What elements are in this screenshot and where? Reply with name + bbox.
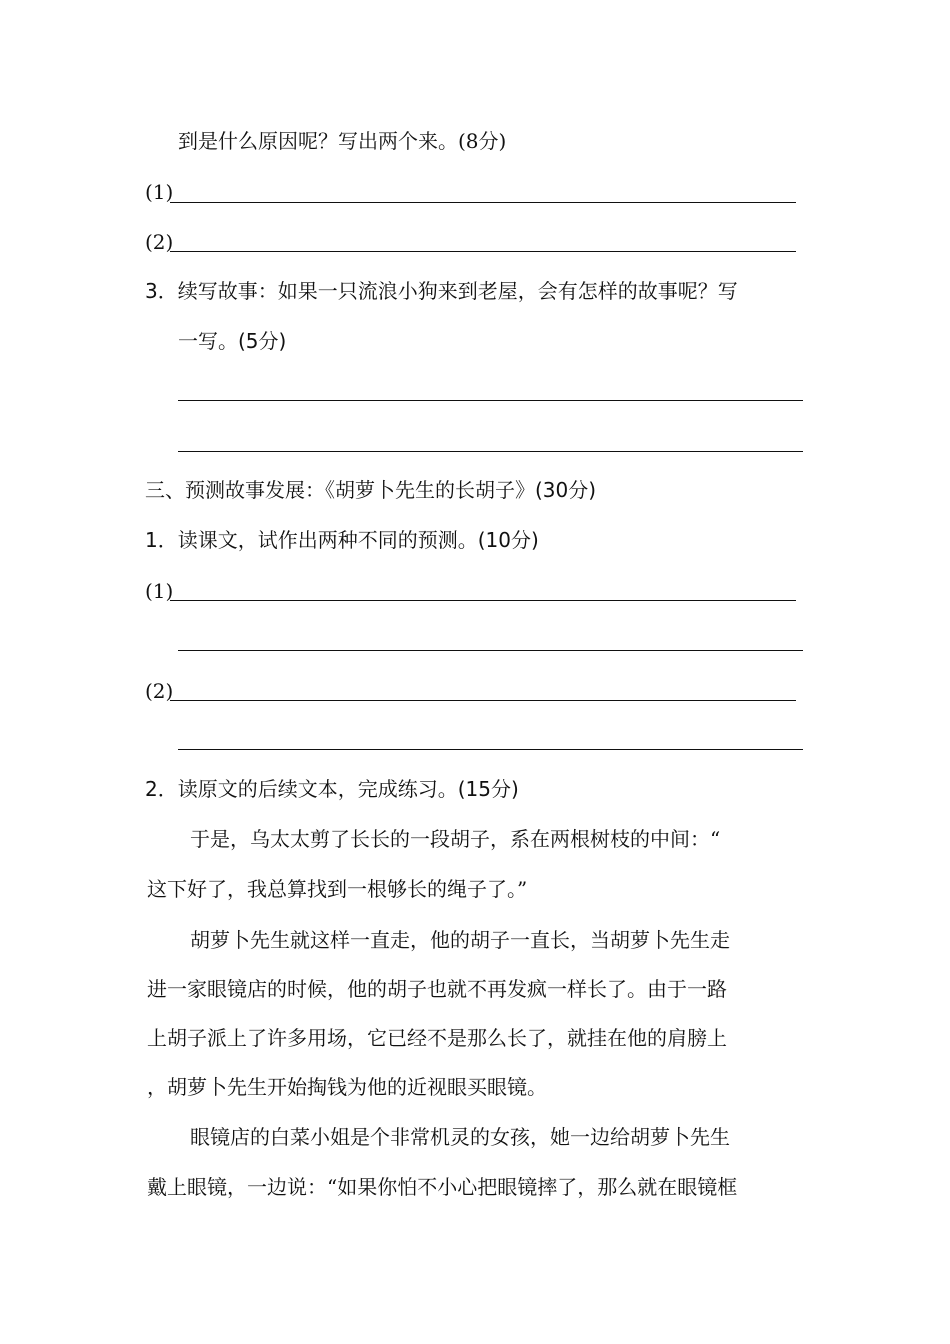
section3-title: 三、预测故事发展：《胡萝卜先生的长胡子》(30分) [145,478,597,502]
s3-q1-answer-2-label: (2) [145,679,174,703]
passage-line: 于是，乌太太剪了长长的一段胡子，系在两根树枝的中间：“ [190,827,721,851]
q2-continued-text: 到是什么原因呢？写出两个来。(8分) [178,129,507,153]
s3-q1-answer-2-line[interactable] [170,700,796,701]
q2-answer-1-label: (1) [145,180,174,204]
q3-text-line2: 一写。(5分) [178,329,287,353]
s3-q1-text: 1．读课文，试作出两种不同的预测。(10分) [145,528,539,552]
s3-q2-text: 2．读原文的后续文本，完成练习。(15分) [145,777,519,801]
passage-line: 胡萝卜先生就这样一直走，他的胡子一直长，当胡萝卜先生走 [190,928,730,952]
passage-line: 进一家眼镜店的时候，他的胡子也就不再发疯一样长了。由于一路 [147,977,727,1001]
q2-answer-2-line[interactable] [170,251,796,252]
q3-answer-line-2[interactable] [178,451,803,452]
s3-q1-answer-1-line-2[interactable] [178,650,803,651]
q2-answer-2-label: (2) [145,230,174,254]
q3-answer-line-1[interactable] [178,400,803,401]
q2-answer-1-line[interactable] [170,202,796,203]
s3-q1-answer-2-line-2[interactable] [178,749,803,750]
passage-line: 上胡子派上了许多用场，它已经不是那么长了，就挂在他的肩膀上 [147,1026,727,1050]
passage-line: 戴上眼镜，一边说：“如果你怕不小心把眼镜摔了，那么就在眼镜框 [147,1175,738,1199]
s3-q1-answer-1-line[interactable] [170,600,796,601]
passage-line: ，胡萝卜先生开始掏钱为他的近视眼买眼镜。 [147,1075,547,1099]
s3-q1-answer-1-label: (1) [145,579,174,603]
passage-line: 眼镜店的白菜小姐是个非常机灵的女孩，她一边给胡萝卜先生 [190,1125,730,1149]
passage-line: 这下好了，我总算找到一根够长的绳子了。” [147,877,528,901]
q3-text-line1: 3．续写故事：如果一只流浪小狗来到老屋，会有怎样的故事呢？写 [145,279,738,303]
